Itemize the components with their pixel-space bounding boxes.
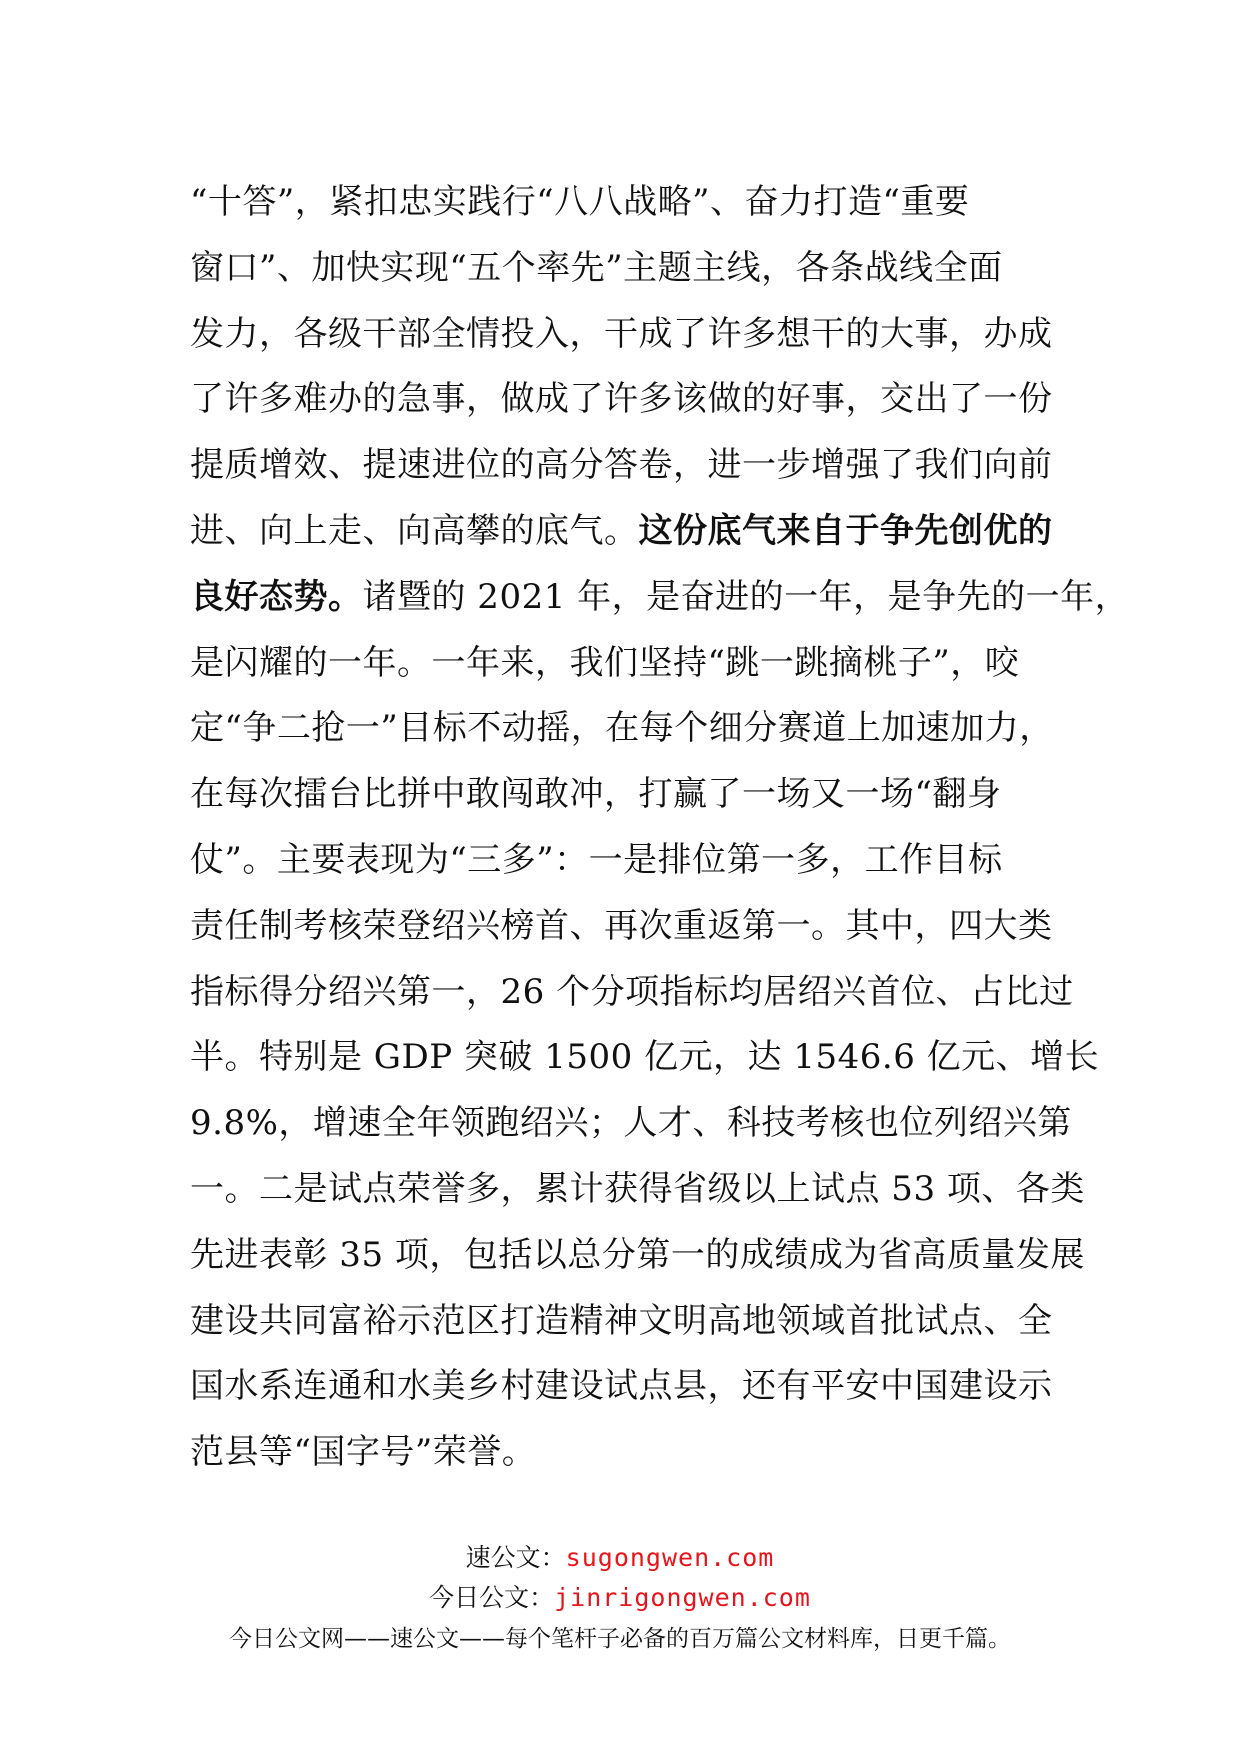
text-line: 半。特别是 GDP 突破 1500 亿元，达 1546.6 亿元、增长	[190, 1037, 1100, 1078]
text-line: 指标得分绍兴第一，26 个分项指标均居绍兴首位、占比过	[190, 971, 1074, 1012]
text-line: 责任制考核荣登绍兴榜首、再次重返第一。其中，四大类	[190, 905, 1053, 946]
footer-sugongwen	[0, 1540, 1240, 1576]
footer-label: 今日公文：	[429, 1583, 555, 1612]
body-paragraph	[190, 170, 1130, 1486]
text-line: 窗口”、加快实现“五个率先”主题主线，各条战线全面	[190, 247, 1003, 288]
text-line: 一。二是试点荣誉多，累计获得省级以上试点 53 项、各类	[190, 1168, 1085, 1209]
jinrigongwen-link[interactable]: jinrigongwen.com	[554, 1583, 811, 1612]
text-line: 9.8%，增速全年领跑绍兴；人才、科技考核也位列绍兴第	[190, 1103, 1072, 1144]
text-line: 了许多难办的急事，做成了许多该做的好事，交出了一份	[190, 379, 1053, 420]
bold-emphasis: 这份底气来自于争先创优的	[638, 510, 1053, 551]
text-line: 建设共同富裕示范区打造精神文明高地领域首批试点、全	[190, 1300, 1053, 1341]
footer-jinrigongwen	[0, 1580, 1240, 1616]
text-line: 提质增效、提速进位的高分答卷，进一步增强了我们向前	[190, 445, 1053, 486]
text-line: 仗”。主要表现为“三多”：一是排位第一多，工作目标	[190, 839, 1003, 880]
text-line: 国水系连通和水美乡村建设试点县，还有平安中国建设示	[190, 1366, 1053, 1407]
text-line: 进、向上走、向高攀的底气。这份底气来自于争先创优的	[190, 510, 1053, 551]
text-line: 发力，各级干部全情投入，干成了许多想干的大事，办成	[190, 313, 1053, 354]
text-line: “十答”，紧扣忠实践行“八八战略”、奋力打造“重要	[190, 182, 970, 222]
text-line: 在每次擂台比拼中敢闯敢冲，打赢了一场又一场“翻身	[190, 774, 1002, 815]
footer-label: 速公文：	[465, 1543, 566, 1572]
bold-emphasis: 良好态势。	[190, 576, 363, 617]
text-line: 定“争二抢一”目标不动摇，在每个细分赛道上加速加力，	[190, 708, 1054, 749]
text-line: 良好态势。诸暨的 2021 年，是奋进的一年，是争先的一年，	[190, 576, 1130, 617]
footer-tagline: 今日公文网——速公文——每个笔杆子必备的百万篇公文材料库，日更千篇。	[229, 1626, 1011, 1652]
sugongwen-link[interactable]: sugongwen.com	[565, 1543, 775, 1572]
text-line: 先进表彰 35 项，包括以总分第一的成绩成为省高质量发展	[190, 1234, 1085, 1275]
text-line: 是闪耀的一年。一年来，我们坚持“跳一跳摘桃子”，咬	[190, 642, 1020, 683]
text-line: 范县等“国字号”荣誉。	[190, 1432, 537, 1473]
